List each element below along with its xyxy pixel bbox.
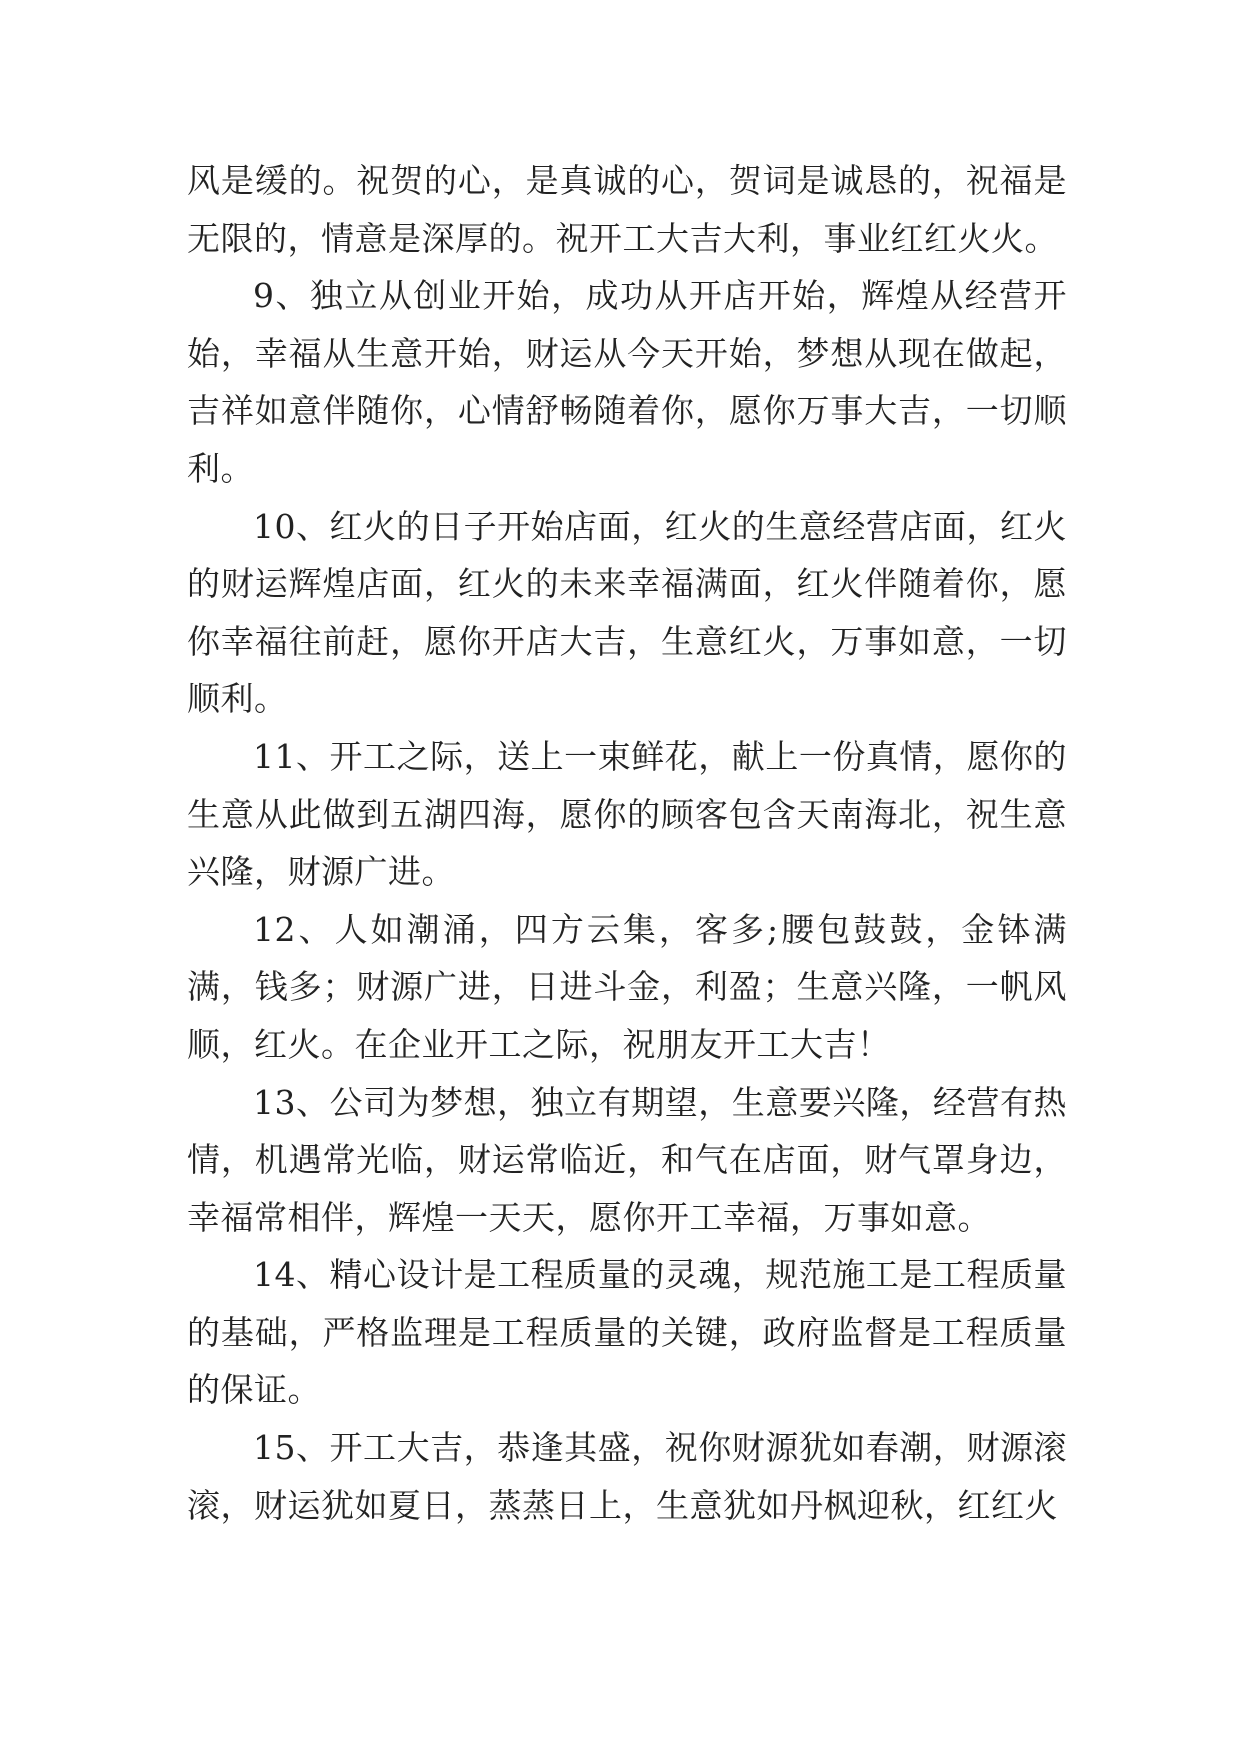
paragraph-item-9: 9、独立从创业开始，成功从开店开始，辉煌从经营开始，幸福从生意开始，财运从今天开始，梦想从现在做起，吉祥如意伴随你，心情舒畅随着你，愿你万事大吉，一切顺利。 (187, 276, 1067, 488)
document-body (187, 152, 1067, 1534)
paragraph-item-10: 10、红火的日子开始店面，红火的生意经营店面，红火的财运辉煌店面，红火的未来幸福满面，红火伴随着你，愿你幸福往前赶，愿你开店大吉，生意红火，万事如意，一切顺利。 (187, 506, 1067, 719)
paragraph-item-14: 14、精心设计是工程质量的灵魂，规范施工是工程质量的基础，严格监理是工程质量的关键，政府监督是工程质量的保证。 (187, 1255, 1067, 1410)
paragraph-item-12: 12、人如潮涌，四方云集，客多;腰包鼓鼓，金钵满满，钱多；财源广进，日进斗金，利盈；生意兴隆，一帆风顺，红火。在企业开工之际，祝朋友开工大吉！ (187, 909, 1067, 1064)
paragraph-item-15: 15、开工大吉，恭逢其盛，祝你财源犹如春潮，财源滚滚，财运犹如夏日，蒸蒸日上，生意犹如丹枫迎秋，红红火 (187, 1428, 1067, 1525)
paragraph-continuation: 风是缓的。祝贺的心，是真诚的心，贺词是诚恳的，祝福是无限的，情意是深厚的。祝开工大吉大利，事业红红火火。 (187, 161, 1067, 258)
paragraph-item-13: 13、公司为梦想，独立有期望，生意要兴隆，经营有热情，机遇常光临，财运常临近，和气在店面，财气罩身边，幸福常相伴，辉煌一天天，愿你开工幸福，万事如意。 (187, 1082, 1067, 1237)
paragraph-item-11: 11、开工之际，送上一束鲜花，献上一份真情，愿你的生意从此做到五湖四海，愿你的顾客包含天南海北，祝生意兴隆，财源广进。 (187, 736, 1067, 892)
